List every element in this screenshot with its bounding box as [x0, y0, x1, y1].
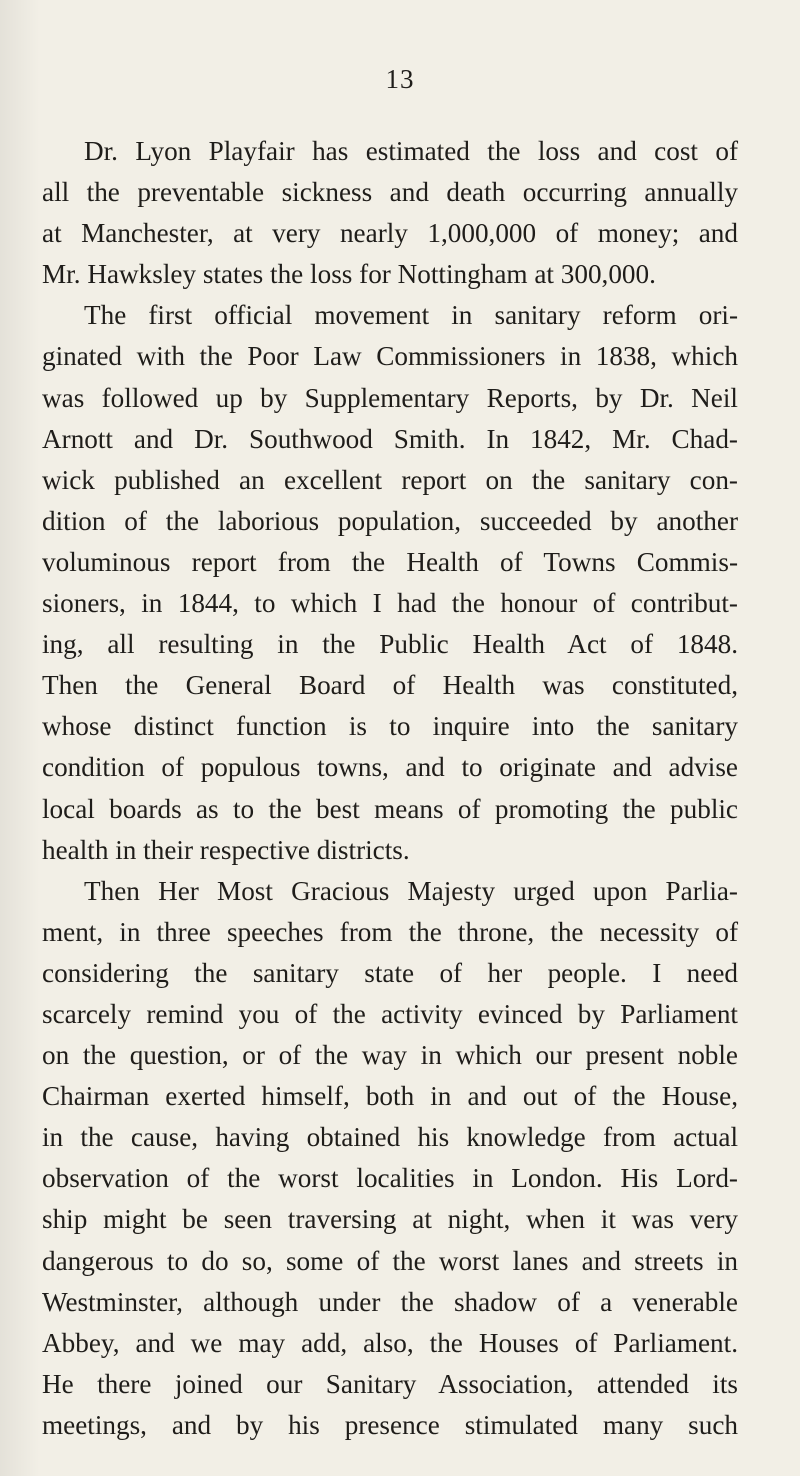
page-edge-shadow: [0, 0, 40, 1476]
text-line: dition of the laborious population, succeeded by another: [42, 505, 738, 536]
text-line: Mr. Hawksley states the loss for Nottingham at 300,000.: [42, 259, 656, 290]
text-line: at Manchester, at very nearly 1,000,000 of money; and: [42, 218, 738, 249]
text-line: condition of populous towns, and to originate and advise: [42, 752, 738, 783]
text-line: ginated with the Poor Law Commissioners in 1838, which: [42, 341, 738, 372]
text-line: Dr. Lyon Playfair has estimated the loss and cost of: [84, 136, 738, 166]
text-line: meetings, and by his presence stimulated many such: [42, 1409, 738, 1440]
text-line: Then Her Most Gracious Majesty urged upon Parlia-: [84, 875, 738, 906]
text-line: ment, in three speeches from the throne, the necessity of: [42, 916, 738, 947]
text-line: sioners, in 1844, to which I had the honour of contribut-: [42, 588, 738, 619]
page-number: 13: [385, 64, 415, 94]
text-line: ing, all resulting in the Public Health Act of 1848.: [42, 629, 738, 660]
text-line: considering the sanitary state of her people. I need: [42, 957, 738, 988]
text-line: health in their respective districts.: [42, 834, 410, 865]
text-line: Westminster, although under the shadow of a venerable: [42, 1286, 738, 1317]
text-line: local boards as to the best means of promoting the public: [42, 793, 738, 824]
text-line: The first official movement in sanitary reform ori-: [84, 300, 738, 331]
text-line: Then the General Board of Health was constituted,: [42, 670, 738, 701]
text-line: scarcely remind you of the activity evinced by Parliament: [42, 998, 738, 1029]
text-line: Chairman exerted himself, both in and out of the House,: [42, 1081, 738, 1112]
text-line: on the question, or of the way in which our present noble: [42, 1040, 738, 1071]
text-line: wick published an excellent report on the sanitary con-: [42, 464, 738, 495]
text-line: Arnott and Dr. Southwood Smith. In 1842, Mr. Chad-: [42, 423, 738, 454]
text-line: dangerous to do so, some of the worst lanes and streets in: [42, 1245, 738, 1276]
text-line: ship might be seen traversing at night, when it was very: [42, 1204, 738, 1235]
text-line: observation of the worst localities in London. His Lord-: [42, 1163, 738, 1194]
body-text: [42, 131, 738, 1446]
text-line: all the preventable sickness and death occurring annually: [42, 177, 738, 208]
text-line: in the cause, having obtained his knowledge from actual: [42, 1122, 738, 1153]
text-line: He there joined our Sanitary Association, attended its: [42, 1368, 738, 1399]
text-line: voluminous report from the Health of Towns Commis-: [42, 546, 738, 577]
text-line: Abbey, and we may add, also, the Houses of Parliament.: [42, 1327, 738, 1358]
text-line: whose distinct function is to inquire into the sanitary: [42, 711, 738, 742]
text-line: was followed up by Supplementary Reports, by Dr. Neil: [42, 382, 738, 413]
